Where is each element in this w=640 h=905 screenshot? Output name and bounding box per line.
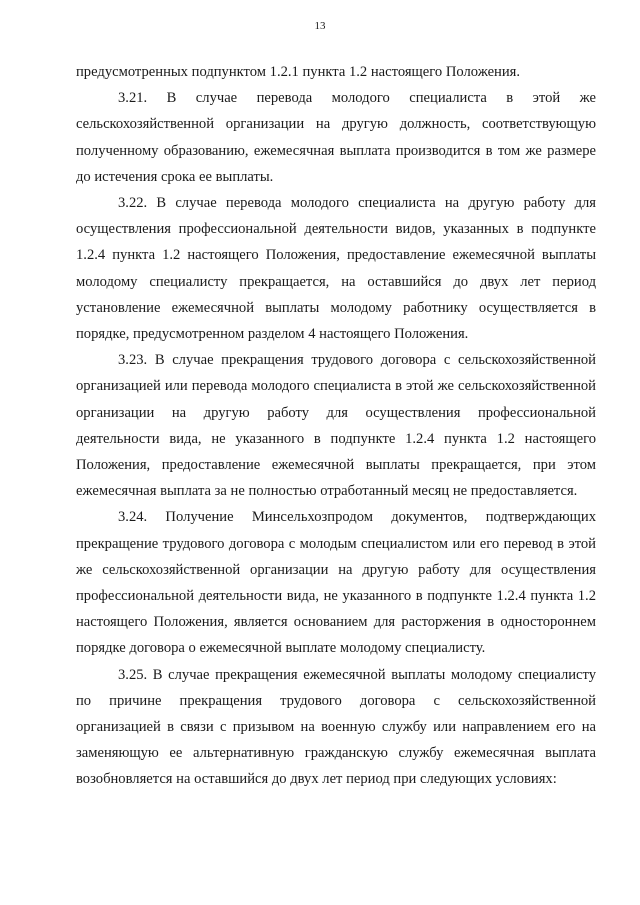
paragraph-3-25: 3.25. В случае прекращения ежемесячной выплаты молодому специалисту по причине прекращения трудового договора с сельскохозяйственной организацией в связи с призывом на военную службу или направлением его на заменяющую ее альтернативную гражданскую службу ежемесячная выплата возобновляется на оставшийся до двух лет период при следующих условиях: <box>76 666 596 788</box>
document-body <box>76 59 596 793</box>
paragraph-3-21: 3.21. В случае перевода молодого специалиста в этой же сельскохозяйственной организации на другую должность, соответствующую полученному образованию, ежемесячная выплата производится в том же размере до истечения срока ее выплаты. <box>76 90 596 185</box>
paragraph-3-23: 3.23. В случае прекращения трудового договора с сельскохозяйственной организацией или перевода молодого специалиста в этой же сельскохозяйственной организации на другую работу для осуществления профессиональной деятельности вида, не указанного в подпункте 1.2.4 пункта 1.2 настоящего Положения, предоставление ежемесячной выплаты прекращается, при этом ежемесячная выплата за не полностью отработанный месяц не предоставляется. <box>76 352 596 500</box>
paragraph-continuation: предусмотренных подпунктом 1.2.1 пункта 1.2 настоящего Положения. <box>76 64 521 80</box>
page-number: 13 <box>314 20 326 32</box>
paragraph-3-24: 3.24. Получение Минсельхозпродом документов, подтверждающих прекращение трудового договора с молодым специалистом или его перевод в этой же сельскохозяйственной организации на другую работу для осуществления профессиональной деятельности вида, не указанного в подпункте 1.2.4 пункта 1.2 настоящего Положения, является основанием для расторжения в одностороннем порядке договора о ежемесячной выплате молодому специалисту. <box>76 509 596 657</box>
paragraph-3-22: 3.22. В случае перевода молодого специалиста на другую работу для осуществления профессиональной деятельности видов, указанных в подпункте 1.2.4 пункта 1.2 настоящего Положения, предоставление ежемесячной выплаты молодому специалисту прекращается, на оставшийся до двух лет период установление ежемесячной выплаты молодому работнику осуществляется в порядке, предусмотренном разделом 4 настоящего Положения. <box>76 195 596 343</box>
